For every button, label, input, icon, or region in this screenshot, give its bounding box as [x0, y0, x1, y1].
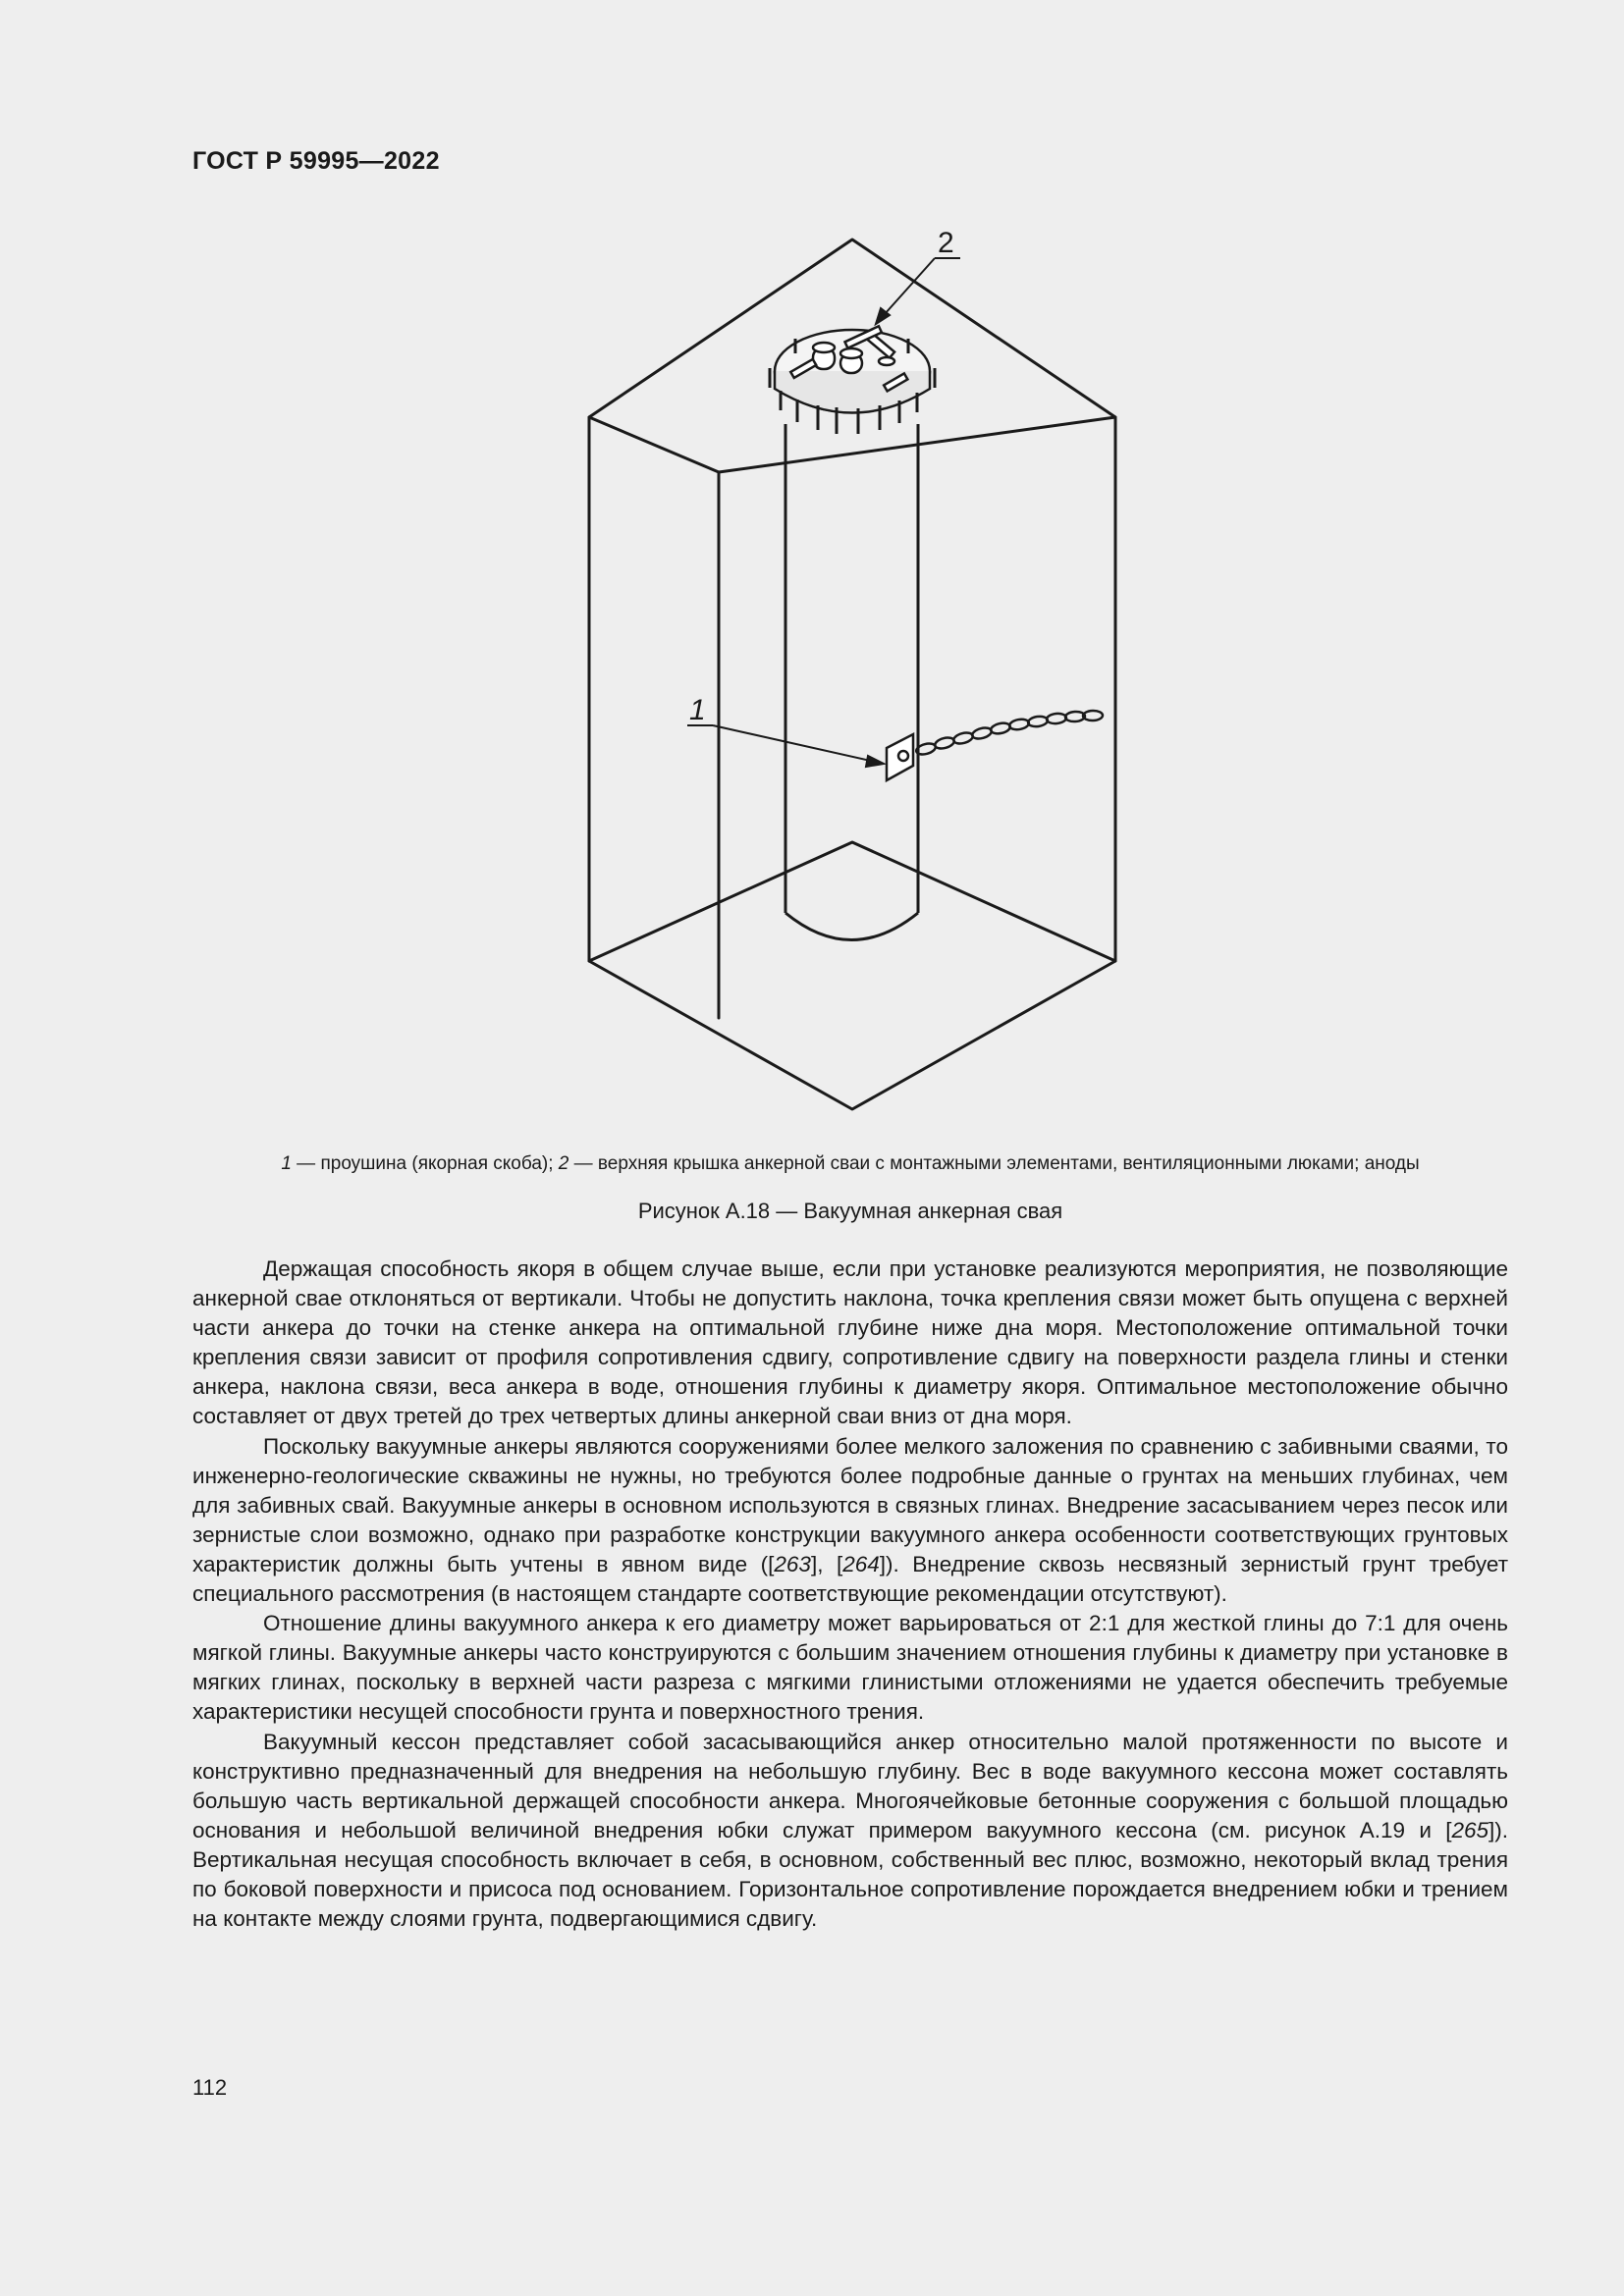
callout-2	[876, 258, 960, 324]
anchor-chain	[915, 711, 1103, 757]
paragraph-1: Держащая способность якоря в общем случае выше, если при установке реализуются мероприятия, не позволяющие анкерной свае отклоняться от вертикали. Чтобы не допустить наклона, точка крепления связи может быть опущена с верхней части анкера до точки на стенке анкера на оптимальной глубине ниже дна моря. Местоположение оптимальной точки крепления связи зависит от профиля сопротивления сдвигу, сопротивление сдвигу на поверхности раздела глины и стенки анкера, наклона связи, веса анкера в воде, отношения глубины к диаметру якоря. Оптимальное местоположение обычно составляет от двух третей до трех четвертых длины анкерной сваи вниз от дна моря.	[192, 1256, 1508, 1429]
callout-2-number: 2	[938, 227, 954, 259]
paragraph-2	[192, 1432, 1508, 1610]
figure-vacuum-anchor-pile	[0, 0, 1624, 1139]
legend-sep-1: —	[291, 1153, 321, 1174]
padeye	[887, 734, 913, 780]
paragraph-3: Отношение длины вакуумного анкера к его диаметру может варьироваться от 2:1 для жесткой глины до 7:1 для очень мягкой глины. Вакуумные анкеры часто конструируются с большим значением отношения глубины к диаметру при установке в мягких глинах, поскольку в верхней части разреза с мягкими глинистыми отложениями не удается обеспечить требуемые характеристики несущей способности грунта и поверхностного трения.	[192, 1611, 1508, 1725]
legend-num-2: 2	[558, 1153, 569, 1174]
callout-1-number: 1	[689, 694, 706, 726]
paragraph-2-part-a: Поскольку вакуумные анкеры являются сооружениями более мелкого заложения по сравнению с забивными сваями, то инженерно-геологические скважины не нужны, но требуются более подробные данные о грунтах на меньших глубинах, чем для забивных свай. Вакуумные анкеры в основном используются в связных глинах. Внедрение засасыванием через песок или зернистые слои возможно, однако при разработке конструкции вакуумного анкера особенности соответствующих грунтовых характеристик должны быть учтены в явном виде ([	[192, 1433, 1508, 1576]
figure-legend	[192, 1153, 1508, 1175]
body-text	[192, 1255, 1508, 1934]
paragraph-4	[192, 1728, 1508, 1935]
paragraph-4-part-a: Вакуумный кессон представляет собой засасывающийся анкер относительно малой протяженности по высоте и конструктивно предназначенный для внедрения на небольшую глубину. Вес в воде вакуумного кессона может составлять большую часть вертикальной держащей способности анкера. Многоячейковые бетонные сооружения с большой площадью основания и небольшой величиной внедрения юбки служат примером вакуумного кессона (см. рисунок А.19 и [	[192, 1729, 1508, 1842]
document-header: ГОСТ Р 59995—2022	[192, 147, 440, 175]
figure-caption: Рисунок А.18 — Вакуумная анкерная свая	[637, 1199, 1063, 1223]
reference-263: 263	[774, 1551, 811, 1576]
legend-label-1: проушина (якорная скоба)	[320, 1153, 549, 1174]
reference-265: 265	[1451, 1817, 1489, 1842]
reference-264: 264	[842, 1551, 880, 1576]
legend-num-1: 1	[281, 1153, 292, 1174]
page-number: 112	[192, 2075, 228, 2100]
legend-delim: ;	[548, 1153, 559, 1174]
legend-label-2: верхняя крышка анкерной сваи с монтажными элементами, вентиляционными люками; аноды	[597, 1153, 1420, 1174]
paragraph-4-part-b: ]). Вертикальная несущая способность включает в себя, в основном, собственный вес плюс, возможно, некоторый вклад трения по боковой поверхности и присоса под основанием. Горизонтальное сопротивление порождается внедрением юбки и трением на контакте между слоями грунта, подвергающимися сдвигу.	[192, 1817, 1508, 1932]
paragraph-2-part-b: ]). Внедрение сквозь несвязный зернистый грунт требует специального рассмотрения (в настоящем стандарте соответствующие рекомендации отсутствуют).	[192, 1551, 1508, 1607]
soil-block-bottom-edges	[589, 842, 1115, 961]
legend-sep-2: —	[568, 1153, 598, 1174]
paragraph-2-mid: ], [	[810, 1551, 843, 1576]
